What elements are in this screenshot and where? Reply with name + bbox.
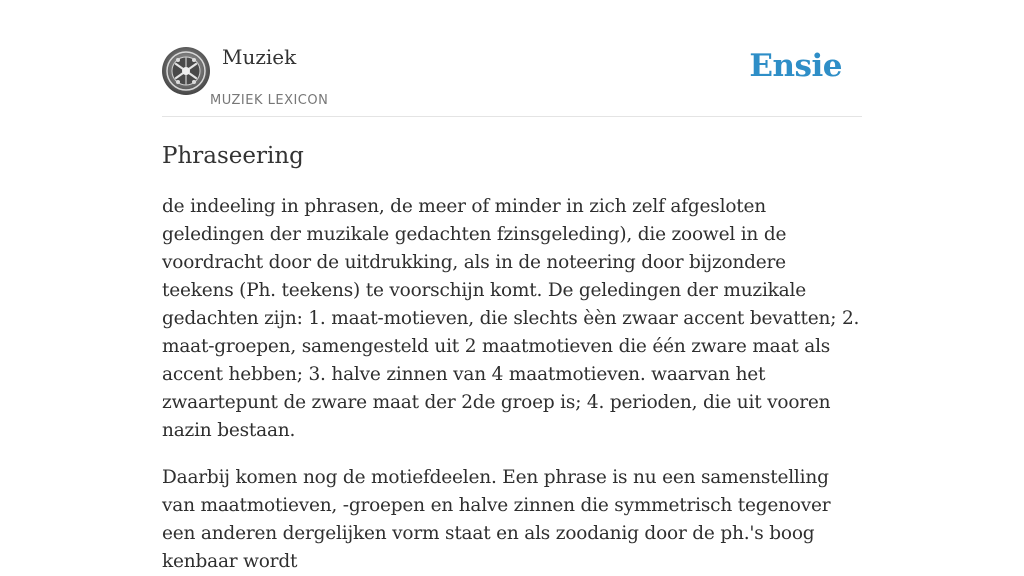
page-title: Phraseering (162, 143, 304, 169)
site-name[interactable]: Muziek (222, 45, 297, 69)
page-content (162, 0, 862, 576)
site-header (162, 0, 862, 117)
site-subtitle[interactable]: MUZIEK LEXICON (210, 93, 329, 108)
article-paragraph: Daarbij komen nog de motiefdeelen. Een phrase is nu een samenstelling van maatmotieven, -groepen en halve zinnen die symmetrisch tegenover een anderen dergelijken vorm staat en als zoodanig door de ph.'s boog kenbaar wordt (162, 467, 831, 572)
emblem-icon[interactable] (162, 47, 210, 95)
article-paragraph: de indeeling in phrasen, de meer of minder in zich zelf afgesloten geledingen der muzikale gedachten fzinsgeleding), die zoowel in de voordracht door de uitdrukking, als in de noteering door bijzondere teekens (Ph. teekens) te voorschijn komt. De geledingen der muzikale gedachten zijn: 1. maat-motieven, die slechts èèn zwaar accent bevatten; 2. maat-groepen, samengesteld uit 2 maatmotieven die één zware maat als accent hebben; 3. halve zinnen van 4 maatmotieven. waarvan het zwaartepunt de zware maat der 2de groep is; 4. perioden, die uit vooren nazin bestaan. (162, 196, 860, 441)
brand-logo[interactable]: Ensie (749, 48, 842, 84)
